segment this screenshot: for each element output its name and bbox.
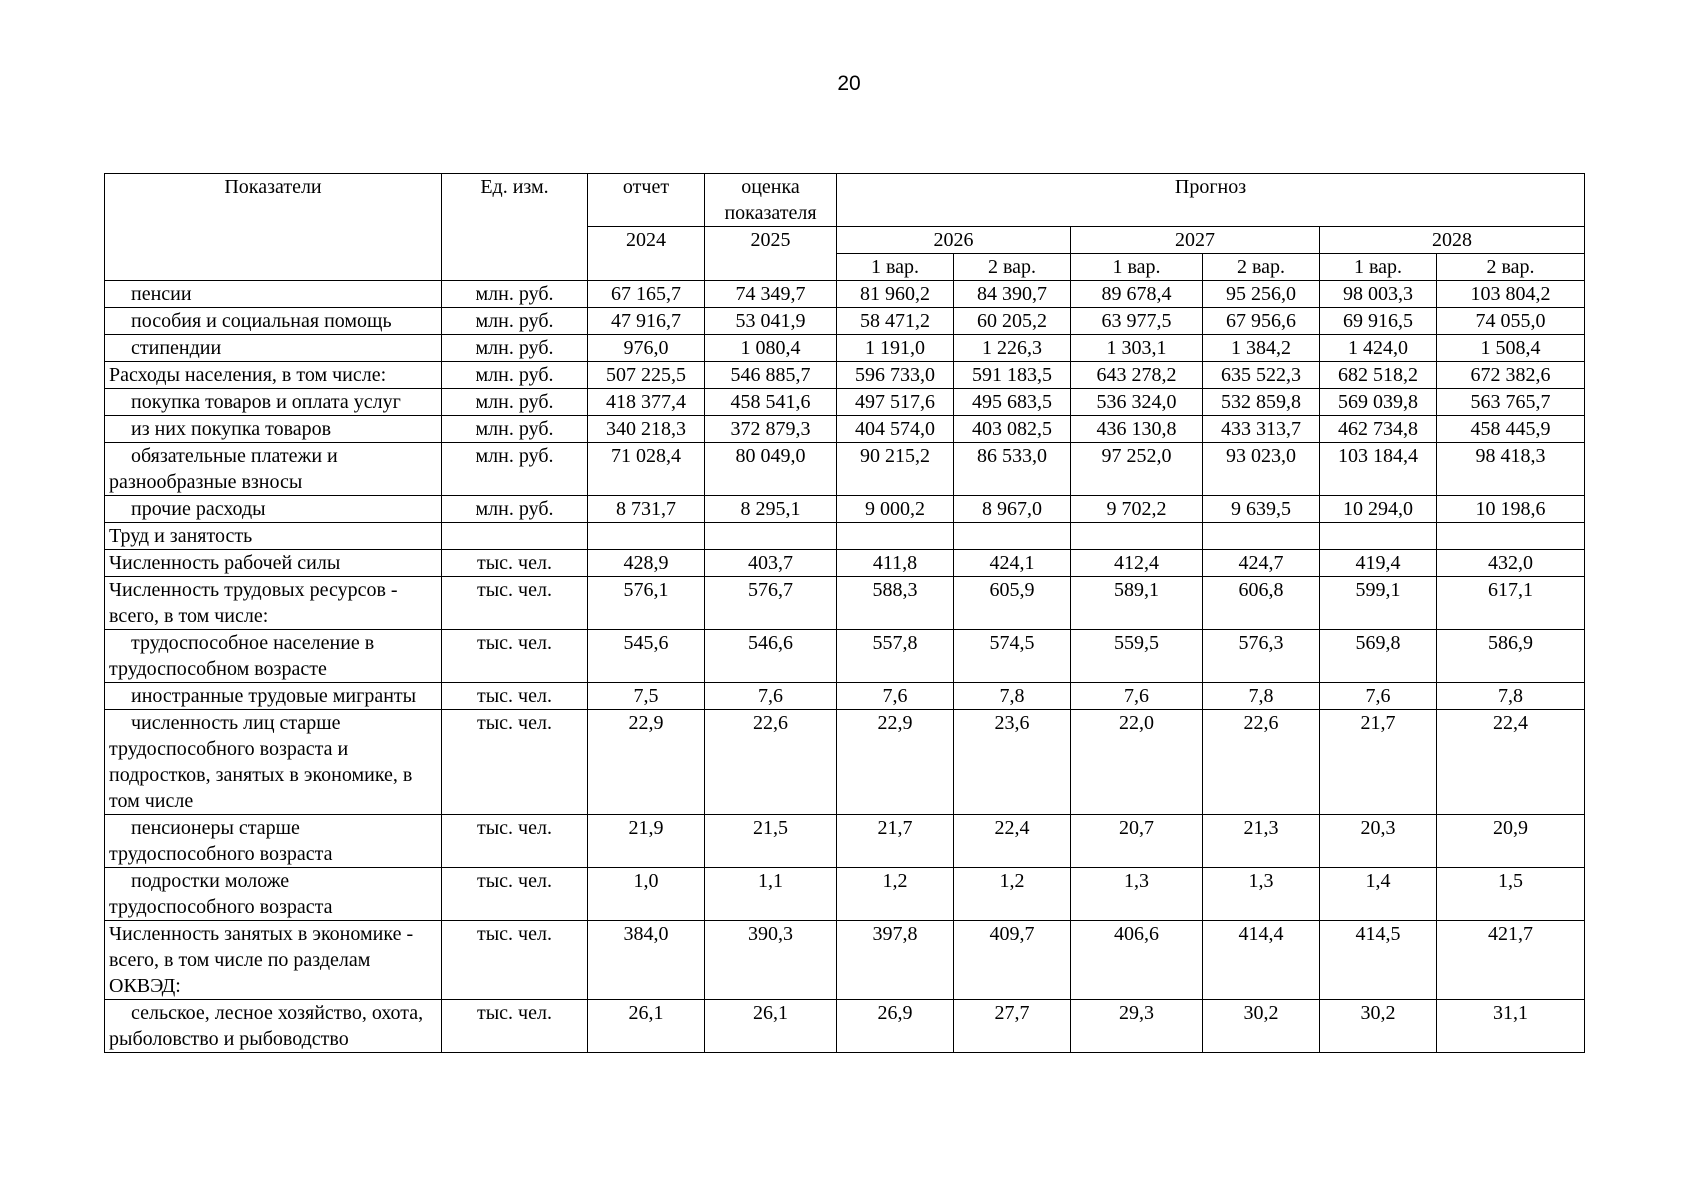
header-year-2025: 2025	[705, 227, 837, 281]
row-value: 672 382,6	[1437, 362, 1585, 389]
row-value: 103 804,2	[1437, 281, 1585, 308]
row-value: 536 324,0	[1071, 389, 1203, 416]
row-value: 372 879,3	[705, 416, 837, 443]
row-unit: тыс. чел.	[442, 1000, 588, 1053]
row-label: обязательные платежи и разнообразные взносы	[105, 443, 442, 496]
row-unit: млн. руб.	[442, 281, 588, 308]
row-value: 7,8	[954, 683, 1071, 710]
row-value: 397,8	[837, 921, 954, 1000]
row-value: 403 082,5	[954, 416, 1071, 443]
row-value: 588,3	[837, 577, 954, 630]
row-value: 403,7	[705, 550, 837, 577]
row-value: 596 733,0	[837, 362, 954, 389]
row-value: 1 508,4	[1437, 335, 1585, 362]
header-indicator: Показатели	[105, 174, 442, 281]
row-value: 20,3	[1320, 815, 1437, 868]
row-value: 67 956,6	[1203, 308, 1320, 335]
table-row	[105, 710, 1585, 815]
row-unit: млн. руб.	[442, 389, 588, 416]
table-row	[105, 523, 1585, 550]
header-variant: 2 вар.	[1203, 254, 1320, 281]
header-estimate: оценка показателя	[705, 174, 837, 227]
row-value: 84 390,7	[954, 281, 1071, 308]
row-value: 458 541,6	[705, 389, 837, 416]
row-value: 421,7	[1437, 921, 1585, 1000]
header-variant: 1 вар.	[1071, 254, 1203, 281]
row-value: 30,2	[1203, 1000, 1320, 1053]
row-value: 433 313,7	[1203, 416, 1320, 443]
row-value: 546,6	[705, 630, 837, 683]
row-value: 30,2	[1320, 1000, 1437, 1053]
table-row	[105, 683, 1585, 710]
row-value: 1,2	[837, 868, 954, 921]
row-value: 559,5	[1071, 630, 1203, 683]
row-value: 69 916,5	[1320, 308, 1437, 335]
row-value: 576,1	[588, 577, 705, 630]
row-value: 1,5	[1437, 868, 1585, 921]
row-value: 1 080,4	[705, 335, 837, 362]
row-value: 458 445,9	[1437, 416, 1585, 443]
row-value: 21,3	[1203, 815, 1320, 868]
row-value: 546 885,7	[705, 362, 837, 389]
table-row	[105, 921, 1585, 1000]
row-unit: тыс. чел.	[442, 815, 588, 868]
row-unit: тыс. чел.	[442, 577, 588, 630]
row-value: 80 049,0	[705, 443, 837, 496]
table-row	[105, 550, 1585, 577]
row-value: 22,9	[837, 710, 954, 815]
row-value: 22,6	[1203, 710, 1320, 815]
row-label: Труд и занятость	[105, 523, 442, 550]
row-value: 436 130,8	[1071, 416, 1203, 443]
row-value: 21,7	[1320, 710, 1437, 815]
row-value: 103 184,4	[1320, 443, 1437, 496]
row-value: 404 574,0	[837, 416, 954, 443]
row-value: 419,4	[1320, 550, 1437, 577]
row-value: 409,7	[954, 921, 1071, 1000]
table-row	[105, 630, 1585, 683]
row-value: 418 377,4	[588, 389, 705, 416]
header-year-2024: 2024	[588, 227, 705, 281]
row-value: 643 278,2	[1071, 362, 1203, 389]
row-value: 74 349,7	[705, 281, 837, 308]
row-label: покупка товаров и оплата услуг	[105, 389, 442, 416]
row-value: 406,6	[1071, 921, 1203, 1000]
row-value: 591 183,5	[954, 362, 1071, 389]
row-label: пособия и социальная помощь	[105, 308, 442, 335]
table-row	[105, 815, 1585, 868]
row-value: 7,6	[1071, 683, 1203, 710]
header-year-2027: 2027	[1071, 227, 1320, 254]
header-year-2026: 2026	[837, 227, 1071, 254]
row-value: 576,3	[1203, 630, 1320, 683]
header-forecast: Прогноз	[837, 174, 1585, 227]
row-value: 414,5	[1320, 921, 1437, 1000]
row-value: 9 702,2	[1071, 496, 1203, 523]
row-value: 424,1	[954, 550, 1071, 577]
row-value: 20,9	[1437, 815, 1585, 868]
row-value: 1 226,3	[954, 335, 1071, 362]
row-value: 7,6	[705, 683, 837, 710]
row-value: 1,4	[1320, 868, 1437, 921]
row-value: 31,1	[1437, 1000, 1585, 1053]
row-value: 576,7	[705, 577, 837, 630]
row-unit: тыс. чел.	[442, 921, 588, 1000]
row-value: 1,2	[954, 868, 1071, 921]
row-value: 7,8	[1437, 683, 1585, 710]
row-value: 599,1	[1320, 577, 1437, 630]
table-row	[105, 308, 1585, 335]
row-value	[1071, 523, 1203, 550]
row-unit: млн. руб.	[442, 308, 588, 335]
row-unit: млн. руб.	[442, 496, 588, 523]
table-row	[105, 389, 1585, 416]
row-value	[588, 523, 705, 550]
row-value: 8 967,0	[954, 496, 1071, 523]
row-value: 557,8	[837, 630, 954, 683]
row-value: 340 218,3	[588, 416, 705, 443]
row-value: 1 191,0	[837, 335, 954, 362]
row-value: 22,0	[1071, 710, 1203, 815]
table-row	[105, 1000, 1585, 1053]
header-variant: 2 вар.	[1437, 254, 1585, 281]
row-unit: млн. руб.	[442, 443, 588, 496]
row-value: 93 023,0	[1203, 443, 1320, 496]
row-label: Численность трудовых ресурсов - всего, в том числе:	[105, 577, 442, 630]
row-value: 424,7	[1203, 550, 1320, 577]
row-value: 29,3	[1071, 1000, 1203, 1053]
row-value: 27,7	[954, 1000, 1071, 1053]
forecast-table	[104, 173, 1585, 1053]
row-label: Численность занятых в экономике - всего, в том числе по разделам ОКВЭД:	[105, 921, 442, 1000]
row-unit: млн. руб.	[442, 362, 588, 389]
row-unit: тыс. чел.	[442, 868, 588, 921]
row-label: Расходы населения, в том числе:	[105, 362, 442, 389]
row-value: 20,7	[1071, 815, 1203, 868]
row-unit: тыс. чел.	[442, 630, 588, 683]
row-value: 53 041,9	[705, 308, 837, 335]
row-label: Численность рабочей силы	[105, 550, 442, 577]
row-value: 497 517,6	[837, 389, 954, 416]
row-value: 414,4	[1203, 921, 1320, 1000]
row-value: 7,8	[1203, 683, 1320, 710]
row-value	[1203, 523, 1320, 550]
row-value: 10 198,6	[1437, 496, 1585, 523]
row-value	[1437, 523, 1585, 550]
table-row	[105, 868, 1585, 921]
row-value	[705, 523, 837, 550]
row-value	[954, 523, 1071, 550]
row-value: 1,1	[705, 868, 837, 921]
row-value	[837, 523, 954, 550]
row-value: 22,4	[1437, 710, 1585, 815]
header-unit: Ед. изм.	[442, 174, 588, 281]
row-value: 22,6	[705, 710, 837, 815]
row-value: 26,9	[837, 1000, 954, 1053]
row-value: 586,9	[1437, 630, 1585, 683]
row-label: стипендии	[105, 335, 442, 362]
row-value: 81 960,2	[837, 281, 954, 308]
row-value: 67 165,7	[588, 281, 705, 308]
row-value	[1320, 523, 1437, 550]
row-value: 1,3	[1203, 868, 1320, 921]
row-value: 22,4	[954, 815, 1071, 868]
row-value: 63 977,5	[1071, 308, 1203, 335]
row-value: 495 683,5	[954, 389, 1071, 416]
row-value: 605,9	[954, 577, 1071, 630]
row-value: 432,0	[1437, 550, 1585, 577]
row-value: 90 215,2	[837, 443, 954, 496]
row-label: пенсионеры старше трудоспособного возраста	[105, 815, 442, 868]
row-value: 9 639,5	[1203, 496, 1320, 523]
row-value: 563 765,7	[1437, 389, 1585, 416]
row-value: 60 205,2	[954, 308, 1071, 335]
row-value: 23,6	[954, 710, 1071, 815]
row-value: 569,8	[1320, 630, 1437, 683]
row-unit: тыс. чел.	[442, 710, 588, 815]
row-label: пенсии	[105, 281, 442, 308]
row-value: 26,1	[588, 1000, 705, 1053]
row-value: 71 028,4	[588, 443, 705, 496]
page-number: 20	[837, 72, 861, 95]
row-unit: тыс. чел.	[442, 683, 588, 710]
table-row	[105, 335, 1585, 362]
row-value: 411,8	[837, 550, 954, 577]
row-value: 1 424,0	[1320, 335, 1437, 362]
row-value: 507 225,5	[588, 362, 705, 389]
row-value: 74 055,0	[1437, 308, 1585, 335]
row-value: 22,9	[588, 710, 705, 815]
header-report: отчет	[588, 174, 705, 227]
row-label: иностранные трудовые мигранты	[105, 683, 442, 710]
table-row	[105, 281, 1585, 308]
row-value: 589,1	[1071, 577, 1203, 630]
row-value: 98 003,3	[1320, 281, 1437, 308]
row-value: 390,3	[705, 921, 837, 1000]
row-value: 98 418,3	[1437, 443, 1585, 496]
row-value: 8 731,7	[588, 496, 705, 523]
row-value: 635 522,3	[1203, 362, 1320, 389]
row-label: прочие расходы	[105, 496, 442, 523]
row-value: 1 303,1	[1071, 335, 1203, 362]
row-value: 1,3	[1071, 868, 1203, 921]
row-value: 47 916,7	[588, 308, 705, 335]
row-label: трудоспособное население в трудоспособном возрасте	[105, 630, 442, 683]
row-value: 574,5	[954, 630, 1071, 683]
row-unit	[442, 523, 588, 550]
row-value: 428,9	[588, 550, 705, 577]
row-label: подростки моложе трудоспособного возраста	[105, 868, 442, 921]
table-row	[105, 496, 1585, 523]
row-value: 7,5	[588, 683, 705, 710]
header-variant: 1 вар.	[837, 254, 954, 281]
row-value: 86 533,0	[954, 443, 1071, 496]
row-value: 1,0	[588, 868, 705, 921]
row-value: 21,5	[705, 815, 837, 868]
row-value: 545,6	[588, 630, 705, 683]
row-value: 89 678,4	[1071, 281, 1203, 308]
header-variant: 2 вар.	[954, 254, 1071, 281]
row-value: 1 384,2	[1203, 335, 1320, 362]
table-row	[105, 362, 1585, 389]
table-row	[105, 416, 1585, 443]
header-variant: 1 вар.	[1320, 254, 1437, 281]
row-value: 606,8	[1203, 577, 1320, 630]
row-value: 682 518,2	[1320, 362, 1437, 389]
row-value: 412,4	[1071, 550, 1203, 577]
row-value: 462 734,8	[1320, 416, 1437, 443]
row-value: 26,1	[705, 1000, 837, 1053]
row-unit: млн. руб.	[442, 416, 588, 443]
row-value: 9 000,2	[837, 496, 954, 523]
row-value: 95 256,0	[1203, 281, 1320, 308]
row-value: 7,6	[1320, 683, 1437, 710]
row-value: 58 471,2	[837, 308, 954, 335]
row-value: 617,1	[1437, 577, 1585, 630]
row-value: 21,7	[837, 815, 954, 868]
row-unit: млн. руб.	[442, 335, 588, 362]
row-value: 384,0	[588, 921, 705, 1000]
row-value: 532 859,8	[1203, 389, 1320, 416]
row-value: 8 295,1	[705, 496, 837, 523]
row-value: 97 252,0	[1071, 443, 1203, 496]
table-row	[105, 443, 1585, 496]
row-value: 10 294,0	[1320, 496, 1437, 523]
row-unit: тыс. чел.	[442, 550, 588, 577]
row-value: 976,0	[588, 335, 705, 362]
row-value: 7,6	[837, 683, 954, 710]
table-row	[105, 577, 1585, 630]
table-body	[105, 281, 1585, 1053]
row-value: 569 039,8	[1320, 389, 1437, 416]
header-year-2028: 2028	[1320, 227, 1585, 254]
row-label: численность лиц старше трудоспособного возраста и подростков, занятых в экономике, в том числе	[105, 710, 442, 815]
row-label: сельское, лесное хозяйство, охота, рыболовство и рыбоводство	[105, 1000, 442, 1053]
row-value: 21,9	[588, 815, 705, 868]
row-label: из них покупка товаров	[105, 416, 442, 443]
